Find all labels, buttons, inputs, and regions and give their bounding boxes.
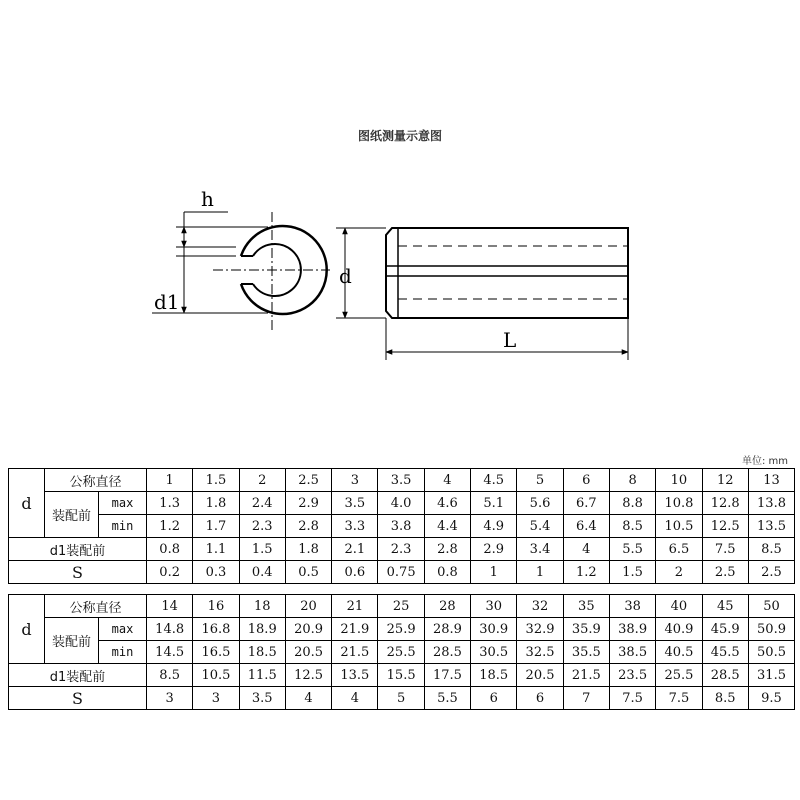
value-cell: 0.8 bbox=[424, 561, 470, 584]
value-cell: 4.6 bbox=[424, 492, 470, 515]
value-cell: 1.1 bbox=[193, 538, 239, 561]
value-cell: 8.5 bbox=[702, 687, 748, 710]
value-cell: 3 bbox=[193, 687, 239, 710]
value-cell: 8.5 bbox=[147, 664, 193, 687]
value-cell: 4.4 bbox=[424, 515, 470, 538]
value-cell: 2.3 bbox=[239, 515, 285, 538]
value-cell: 15.5 bbox=[378, 664, 424, 687]
label-d: d bbox=[339, 264, 352, 288]
value-cell: 2.9 bbox=[471, 538, 517, 561]
value-cell: 8 bbox=[609, 469, 655, 492]
value-cell: 4.5 bbox=[471, 469, 517, 492]
value-cell: 13.5 bbox=[748, 515, 794, 538]
value-cell: 35.5 bbox=[563, 641, 609, 664]
value-cell: 1.5 bbox=[609, 561, 655, 584]
value-cell: 21.5 bbox=[563, 664, 609, 687]
value-cell: 5.1 bbox=[471, 492, 517, 515]
spec-table-2 bbox=[8, 594, 795, 710]
value-cell: 1.8 bbox=[193, 492, 239, 515]
value-cell: 32.9 bbox=[517, 618, 563, 641]
value-cell: 35 bbox=[563, 595, 609, 618]
value-cell: 13 bbox=[748, 469, 794, 492]
value-cell: 1 bbox=[147, 469, 193, 492]
value-cell: 7.5 bbox=[609, 687, 655, 710]
value-cell: 8.5 bbox=[748, 538, 794, 561]
value-cell: 38 bbox=[609, 595, 655, 618]
value-cell: 16.5 bbox=[193, 641, 239, 664]
value-cell: 30.9 bbox=[471, 618, 517, 641]
max-label: max bbox=[99, 618, 147, 641]
spec-table-1 bbox=[8, 468, 795, 584]
value-cell: 1.3 bbox=[147, 492, 193, 515]
value-cell: 30 bbox=[471, 595, 517, 618]
value-cell: 14.5 bbox=[147, 641, 193, 664]
value-cell: 1.5 bbox=[193, 469, 239, 492]
value-cell: 0.8 bbox=[147, 538, 193, 561]
value-cell: 14 bbox=[147, 595, 193, 618]
value-cell: 10.5 bbox=[656, 515, 702, 538]
value-cell: 7.5 bbox=[656, 687, 702, 710]
s-label: S bbox=[9, 687, 147, 710]
value-cell: 0.5 bbox=[285, 561, 331, 584]
value-cell: 28.5 bbox=[702, 664, 748, 687]
value-cell: 40.9 bbox=[656, 618, 702, 641]
nominal-diameter-label: 公称直径 bbox=[45, 469, 147, 492]
table-row-max bbox=[9, 618, 795, 641]
table-row-S bbox=[9, 561, 795, 584]
side-view bbox=[386, 228, 628, 318]
value-cell: 6.7 bbox=[563, 492, 609, 515]
value-cell: 8.8 bbox=[609, 492, 655, 515]
table-row-min bbox=[9, 515, 795, 538]
value-cell: 0.75 bbox=[378, 561, 424, 584]
value-cell: 38.9 bbox=[609, 618, 655, 641]
nominal-diameter-label: 公称直径 bbox=[45, 595, 147, 618]
value-cell: 21 bbox=[332, 595, 378, 618]
value-cell: 4 bbox=[424, 469, 470, 492]
value-cell: 45.9 bbox=[702, 618, 748, 641]
value-cell: 1.5 bbox=[239, 538, 285, 561]
value-cell: 7.5 bbox=[702, 538, 748, 561]
value-cell: 1.2 bbox=[563, 561, 609, 584]
value-cell: 50.9 bbox=[748, 618, 794, 641]
value-cell: 5 bbox=[378, 687, 424, 710]
value-cell: 3.5 bbox=[239, 687, 285, 710]
table-row-max bbox=[9, 492, 795, 515]
value-cell: 25.5 bbox=[656, 664, 702, 687]
value-cell: 0.2 bbox=[147, 561, 193, 584]
value-cell: 11.5 bbox=[239, 664, 285, 687]
d-label: d bbox=[9, 595, 45, 664]
value-cell: 45.5 bbox=[702, 641, 748, 664]
table-row-nominal bbox=[9, 469, 795, 492]
value-cell: 18.9 bbox=[239, 618, 285, 641]
value-cell: 4 bbox=[332, 687, 378, 710]
table-row-d1 bbox=[9, 664, 795, 687]
value-cell: 30.5 bbox=[471, 641, 517, 664]
value-cell: 10.8 bbox=[656, 492, 702, 515]
value-cell: 0.4 bbox=[239, 561, 285, 584]
value-cell: 23.5 bbox=[609, 664, 655, 687]
value-cell: 40 bbox=[656, 595, 702, 618]
value-cell: 2 bbox=[656, 561, 702, 584]
value-cell: 25.9 bbox=[378, 618, 424, 641]
value-cell: 4 bbox=[563, 538, 609, 561]
value-cell: 6 bbox=[471, 687, 517, 710]
value-cell: 5.6 bbox=[517, 492, 563, 515]
value-cell: 8.5 bbox=[609, 515, 655, 538]
value-cell: 3 bbox=[332, 469, 378, 492]
value-cell: 2.4 bbox=[239, 492, 285, 515]
value-cell: 18 bbox=[239, 595, 285, 618]
drawing-title: 图纸测量示意图 bbox=[357, 129, 442, 143]
value-cell: 1.2 bbox=[147, 515, 193, 538]
value-cell: 3 bbox=[147, 687, 193, 710]
value-cell: 10 bbox=[656, 469, 702, 492]
label-h: h bbox=[201, 187, 214, 211]
value-cell: 12 bbox=[702, 469, 748, 492]
d-label: d bbox=[9, 469, 45, 538]
value-cell: 28.5 bbox=[424, 641, 470, 664]
value-cell: 3.5 bbox=[378, 469, 424, 492]
min-label: min bbox=[99, 515, 147, 538]
value-cell: 2.9 bbox=[285, 492, 331, 515]
label-d1: d1 bbox=[154, 290, 180, 314]
value-cell: 50 bbox=[748, 595, 794, 618]
value-cell: 31.5 bbox=[748, 664, 794, 687]
value-cell: 5.5 bbox=[424, 687, 470, 710]
value-cell: 2.1 bbox=[332, 538, 378, 561]
value-cell: 7 bbox=[563, 687, 609, 710]
value-cell: 21.9 bbox=[332, 618, 378, 641]
value-cell: 50.5 bbox=[748, 641, 794, 664]
value-cell: 3.3 bbox=[332, 515, 378, 538]
table-row-min bbox=[9, 641, 795, 664]
unit-label: 单位: mm bbox=[741, 456, 788, 467]
value-cell: 17.5 bbox=[424, 664, 470, 687]
value-cell: 20 bbox=[285, 595, 331, 618]
value-cell: 2.5 bbox=[285, 469, 331, 492]
value-cell: 1.7 bbox=[193, 515, 239, 538]
table-row-d1 bbox=[9, 538, 795, 561]
d1-before-assembly-label: d1装配前 bbox=[9, 538, 147, 561]
value-cell: 2 bbox=[239, 469, 285, 492]
value-cell: 4.9 bbox=[471, 515, 517, 538]
value-cell: 1 bbox=[471, 561, 517, 584]
value-cell: 5 bbox=[517, 469, 563, 492]
value-cell: 21.5 bbox=[332, 641, 378, 664]
value-cell: 40.5 bbox=[656, 641, 702, 664]
value-cell: 16 bbox=[193, 595, 239, 618]
value-cell: 1 bbox=[517, 561, 563, 584]
value-cell: 18.5 bbox=[239, 641, 285, 664]
value-cell: 18.5 bbox=[471, 664, 517, 687]
value-cell: 1.8 bbox=[285, 538, 331, 561]
table-row-nominal bbox=[9, 595, 795, 618]
value-cell: 6.5 bbox=[656, 538, 702, 561]
value-cell: 6 bbox=[517, 687, 563, 710]
value-cell: 20.9 bbox=[285, 618, 331, 641]
value-cell: 4 bbox=[285, 687, 331, 710]
value-cell: 38.5 bbox=[609, 641, 655, 664]
value-cell: 32.5 bbox=[517, 641, 563, 664]
table-row-S bbox=[9, 687, 795, 710]
d1-before-assembly-label: d1装配前 bbox=[9, 664, 147, 687]
value-cell: 32 bbox=[517, 595, 563, 618]
before-assembly-label: 装配前 bbox=[45, 618, 99, 664]
value-cell: 13.5 bbox=[332, 664, 378, 687]
value-cell: 12.8 bbox=[702, 492, 748, 515]
value-cell: 6 bbox=[563, 469, 609, 492]
side-view-hidden-lines bbox=[398, 246, 628, 299]
value-cell: 2.8 bbox=[424, 538, 470, 561]
value-cell: 12.5 bbox=[702, 515, 748, 538]
value-cell: 3.4 bbox=[517, 538, 563, 561]
h-dimension bbox=[176, 212, 236, 266]
value-cell: 28.9 bbox=[424, 618, 470, 641]
label-L: L bbox=[503, 328, 517, 352]
value-cell: 20.5 bbox=[285, 641, 331, 664]
value-cell: 25 bbox=[378, 595, 424, 618]
value-cell: 5.5 bbox=[609, 538, 655, 561]
value-cell: 14.8 bbox=[147, 618, 193, 641]
value-cell: 13.8 bbox=[748, 492, 794, 515]
value-cell: 9.5 bbox=[748, 687, 794, 710]
value-cell: 2.5 bbox=[702, 561, 748, 584]
max-label: max bbox=[99, 492, 147, 515]
value-cell: 0.3 bbox=[193, 561, 239, 584]
value-cell: 45 bbox=[702, 595, 748, 618]
value-cell: 28 bbox=[424, 595, 470, 618]
s-label: S bbox=[9, 561, 147, 584]
min-label: min bbox=[99, 641, 147, 664]
value-cell: 6.4 bbox=[563, 515, 609, 538]
value-cell: 2.3 bbox=[378, 538, 424, 561]
value-cell: 3.8 bbox=[378, 515, 424, 538]
value-cell: 2.8 bbox=[285, 515, 331, 538]
before-assembly-label: 装配前 bbox=[45, 492, 99, 538]
value-cell: 35.9 bbox=[563, 618, 609, 641]
value-cell: 20.5 bbox=[517, 664, 563, 687]
value-cell: 0.6 bbox=[332, 561, 378, 584]
value-cell: 2.5 bbox=[748, 561, 794, 584]
value-cell: 5.4 bbox=[517, 515, 563, 538]
value-cell: 10.5 bbox=[193, 664, 239, 687]
value-cell: 4.0 bbox=[378, 492, 424, 515]
value-cell: 12.5 bbox=[285, 664, 331, 687]
value-cell: 25.5 bbox=[378, 641, 424, 664]
value-cell: 16.8 bbox=[193, 618, 239, 641]
value-cell: 3.5 bbox=[332, 492, 378, 515]
